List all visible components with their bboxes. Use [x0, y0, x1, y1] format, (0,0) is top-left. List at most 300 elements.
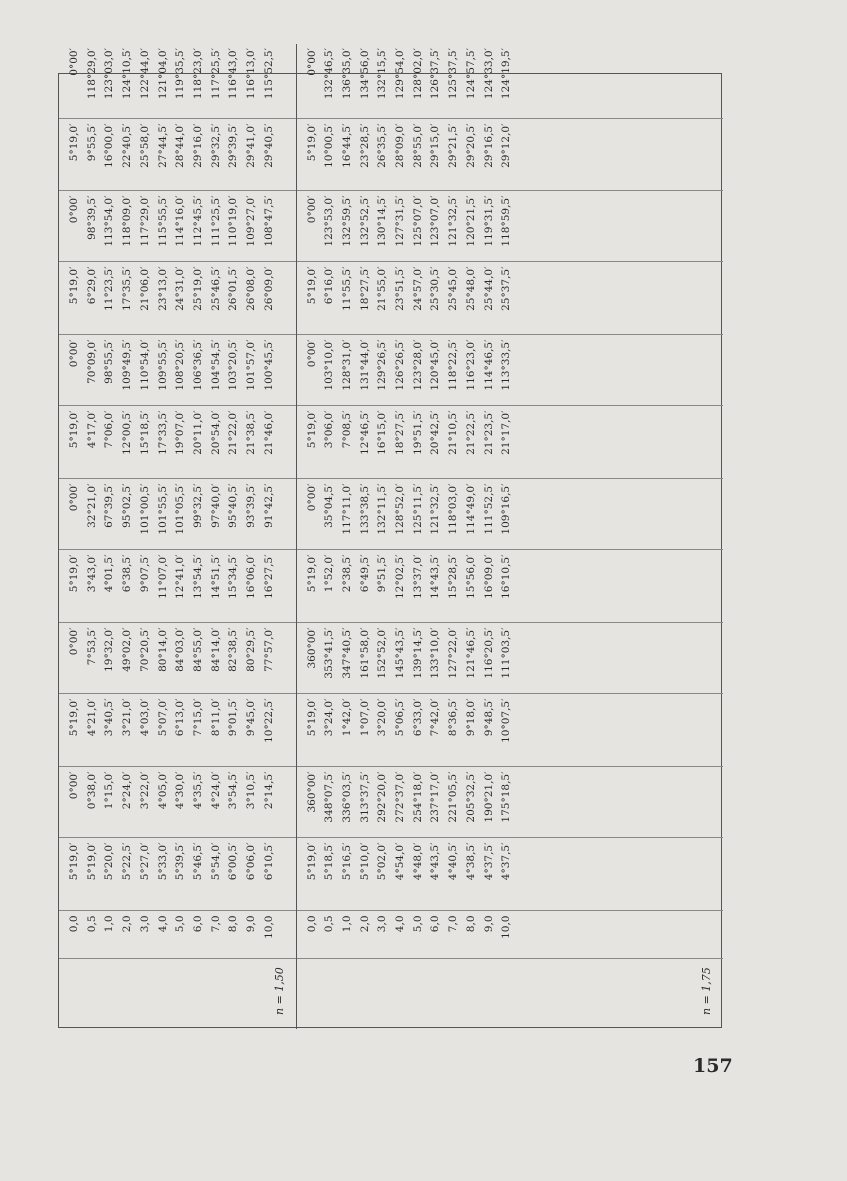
table-cell: 221°05,5′ [447, 771, 460, 823]
table-cell: 0°00′ [68, 339, 80, 368]
table-cell: 11°23,5′ [103, 266, 116, 311]
table-cell: 16°44,5′ [340, 123, 353, 168]
table-cell: 108°20,5′ [174, 339, 187, 391]
table-cell: 11°55,5′ [340, 266, 353, 311]
table-cell: 348°07,5′ [323, 771, 336, 823]
table-cell: 19°32,0′ [103, 627, 116, 672]
table-cell: 84°14,0′ [209, 627, 222, 672]
table-cell: 101°00,5′ [138, 483, 151, 535]
page-number: 157 [693, 1055, 733, 1077]
table-cell: 0°00′ [68, 483, 80, 512]
table-cell: 4°37,5′ [482, 842, 495, 881]
column-values [297, 336, 516, 406]
table-cell: 95°02,5′ [121, 483, 134, 528]
table-cell: 5°46,5′ [191, 842, 204, 881]
table-cell: 4°48,0′ [411, 842, 424, 881]
table-cell: 110°54,0′ [138, 339, 151, 391]
column-values [59, 551, 278, 623]
table-cell: 99°32,5′ [191, 483, 204, 528]
value-column [296, 838, 723, 911]
table-cell: 10°07,5′ [500, 698, 513, 743]
table-cell: 5°19,0′ [305, 410, 318, 449]
table-cell: 121°04,0′ [156, 48, 169, 100]
column-values [297, 192, 516, 262]
table-cell: 4,0 [156, 915, 169, 933]
value-column [59, 838, 296, 911]
table-cell: 8°36,5′ [447, 698, 460, 737]
table-cell: 9°48,5′ [482, 698, 495, 737]
table-cell: 16°00,0′ [103, 123, 116, 168]
table-cell: 29°16,0′ [191, 123, 204, 168]
table-cell: 16°10,5′ [500, 554, 513, 599]
value-column [296, 479, 723, 550]
data-table [59, 44, 723, 1029]
table-cell: 116°13,0′ [245, 48, 258, 100]
table-cell: 4°05,0′ [156, 771, 169, 810]
table-cell: 5°19,0′ [305, 266, 318, 305]
beta-column [296, 911, 723, 959]
table-cell: 9°45,0′ [245, 698, 258, 737]
table-cell: 132°11,5′ [376, 483, 389, 535]
column-values [297, 768, 516, 838]
table-cell: 0,5 [85, 915, 98, 933]
table-cell: 118°29,0′ [85, 48, 98, 100]
table-cell: 6,0 [429, 915, 442, 933]
table-cell: 5°16,5′ [340, 842, 353, 881]
table-cell: 7°08,5′ [340, 410, 353, 449]
table-cell: 24°57,0′ [411, 266, 424, 311]
table-cell: 14°43,5′ [429, 554, 442, 599]
value-column [59, 406, 296, 479]
table-cell: 5°19,0′ [305, 842, 318, 881]
table-cell: 5°39,5′ [174, 842, 187, 881]
table-cell: 5°02,0′ [376, 842, 389, 881]
table-cell: 336°03,5′ [340, 771, 353, 823]
table-cell: 0°00′ [68, 771, 80, 800]
column-values [59, 120, 278, 191]
table-cell: 10,0 [262, 915, 275, 939]
table-cell: 17°35,5′ [121, 266, 134, 311]
table-cell: 7°42,0′ [429, 698, 442, 737]
table-cell: 2,0 [121, 915, 134, 933]
table-cell: 26°01,5′ [227, 266, 240, 311]
table-cell: 15°18,5′ [138, 410, 151, 455]
table-cell: 5°19,0′ [68, 698, 80, 737]
value-column [59, 623, 296, 694]
table-cell: 0°00′ [68, 195, 80, 224]
table-cell: 118°09,0′ [121, 195, 134, 247]
table-cell: 5°54,0′ [209, 842, 222, 881]
column-values [59, 44, 278, 119]
table-cell: 29°40,5′ [262, 123, 275, 168]
table-cell: 101°57,0′ [245, 339, 258, 391]
table-cell: 205°32,5′ [464, 771, 477, 823]
table-cell: 91°42,5′ [262, 483, 275, 528]
table-cell: 21°38,5′ [245, 410, 258, 455]
table-cell: 93°39,5′ [245, 483, 258, 528]
table-cell: 130°14,5′ [376, 195, 389, 247]
table-cell: 119°31,5′ [482, 195, 495, 247]
table-cell: 6°13,0′ [174, 698, 187, 737]
table-cell: 1°15,0′ [103, 771, 116, 810]
table-cell: 109°49,5′ [121, 339, 134, 391]
table-frame [58, 48, 722, 1028]
value-column [59, 262, 296, 335]
value-column [59, 550, 296, 623]
table-cell: 21°06,0′ [138, 266, 151, 311]
table-cell: 101°55,5′ [156, 483, 169, 535]
table-cell: 28°55,0′ [411, 123, 424, 168]
table-cell: 111°52,5′ [482, 483, 495, 535]
column-values [297, 551, 516, 623]
table-cell: 4°01,5′ [103, 554, 116, 593]
table-cell: 114°49,0′ [464, 483, 477, 535]
table-cell: 124°10,5′ [121, 48, 134, 100]
table-cell: 114°16,0′ [174, 195, 187, 247]
table-cell: 8,0 [227, 915, 240, 933]
table-cell: 15°56,0′ [464, 554, 477, 599]
table-cell: 6°16,0′ [323, 266, 336, 305]
table-cell: 0°00′ [305, 48, 318, 76]
table-cell: 175°18,5′ [500, 771, 513, 823]
table-cell: 116°23,0′ [464, 339, 477, 391]
column-values [59, 407, 278, 479]
table-cell: 109°55,5′ [156, 339, 169, 391]
table-cell: 121°46,5′ [464, 627, 477, 679]
table-cell: 272°37,0′ [394, 771, 407, 823]
table-cell: 103°10,0′ [323, 339, 336, 391]
table-cell: 26°08,0′ [245, 266, 258, 311]
table-cell: 115°55,5′ [156, 195, 169, 247]
table-cell: 4°24,0′ [209, 771, 222, 810]
table-cell: 16°27,5′ [262, 554, 275, 599]
table-cell: 118°23,0′ [191, 48, 204, 100]
table-cell: 127°22,0′ [447, 627, 460, 679]
table-cell: 77°57,0′ [262, 627, 275, 672]
table-cell: 108°47,5′ [262, 195, 275, 247]
value-column [296, 119, 723, 191]
table-cell: 120°45,0′ [429, 339, 442, 391]
table-cell: 12°46,5′ [358, 410, 371, 455]
table-cell: 112°45,5′ [191, 195, 204, 247]
table-cell: 5°19,0′ [68, 123, 80, 162]
table-cell: 292°20,0′ [376, 771, 389, 823]
table-cell: 1°07,0′ [358, 698, 371, 737]
table-cell: 109°16,5′ [500, 483, 513, 535]
value-column [59, 119, 296, 191]
table-cell: 98°39,5′ [85, 195, 98, 240]
table-cell: 6°49,5′ [358, 554, 371, 593]
table-cell: 132°52,5′ [358, 195, 371, 247]
table-cell: 116°20,5′ [482, 627, 495, 679]
table-cell: 11°07,0′ [156, 554, 169, 599]
table-cell: 84°03,0′ [174, 627, 187, 672]
table-cell: 18°27,5′ [358, 266, 371, 311]
table-cell: 5°33,0′ [156, 842, 169, 881]
table-cell: 98°55,5′ [103, 339, 116, 384]
table-cell: 0,0 [305, 915, 318, 933]
table-cell: 80°29,5′ [245, 627, 258, 672]
table-cell: 161°58,0′ [358, 627, 371, 679]
table-cell: 128°52,0′ [394, 483, 407, 535]
table-cell: 29°41,0′ [245, 123, 258, 168]
table-cell: 123°28,0′ [411, 339, 424, 391]
table-cell: 24°31,0′ [174, 266, 187, 311]
table-cell: 360°00′ [305, 627, 318, 669]
table-cell: 126°26,5′ [394, 339, 407, 391]
table-cell: 124°33,0′ [482, 48, 495, 100]
table-cell: 111°03,5′ [500, 627, 513, 679]
table-cell: 123°53,0′ [323, 195, 336, 247]
table-cell: 101°05,5′ [174, 483, 187, 535]
table-cell: 3°43,0′ [85, 554, 98, 593]
table-cell: 0°00′ [68, 48, 80, 76]
table-cell: 5°19,0′ [68, 266, 80, 305]
table-cell: 139°14,5′ [411, 627, 424, 679]
table-cell: 16°09,0′ [482, 554, 495, 599]
table-cell: 5°18,5′ [323, 842, 336, 881]
table-cell: 21°10,5′ [447, 410, 460, 455]
table-cell: 136°35,0′ [340, 48, 353, 100]
table-cell: 25°44,0′ [482, 266, 495, 311]
table-cell: 2°24,0′ [121, 771, 134, 810]
table-cell: 127°31,5′ [394, 195, 407, 247]
table-cell: 28°09,0′ [394, 123, 407, 168]
table-cell: 6°00,5′ [227, 842, 240, 881]
table-cell: 4°54,0′ [394, 842, 407, 881]
value-column [59, 479, 296, 550]
table-cell: 347°40,5′ [340, 627, 353, 679]
table-cell: 27°44,5′ [156, 123, 169, 168]
table-cell: 117°11,0′ [340, 483, 353, 535]
table-cell: 313°37,5′ [358, 771, 371, 823]
column-values [297, 624, 516, 694]
table-cell: 9°55,5′ [85, 123, 98, 162]
table-cell: 25°48,0′ [464, 266, 477, 311]
table-cell: 29°39,5′ [227, 123, 240, 168]
table-cell: 10,0 [500, 915, 513, 939]
n-label: n = 1,50 [272, 967, 286, 1015]
table-cell: 106°36,5′ [191, 339, 204, 391]
table-cell: 118°59,5′ [500, 195, 513, 247]
table-cell: 3°21,0′ [121, 698, 134, 737]
value-column [59, 44, 296, 119]
table-cell: 113°54,0′ [103, 195, 116, 247]
value-column [59, 335, 296, 406]
table-cell: 14°51,5′ [209, 554, 222, 599]
table-cell: 97°40,0′ [209, 483, 222, 528]
table-cell: 18°27,5′ [394, 410, 407, 455]
table-cell: 125°37,5′ [447, 48, 460, 100]
block-row-2 [296, 44, 723, 1029]
table-cell: 19°51,5′ [411, 410, 424, 455]
n-label-cell [296, 959, 723, 1029]
table-cell: 132°15,5′ [376, 48, 389, 100]
table-cell: 353°41,5′ [323, 627, 336, 679]
table-cell: 0°00′ [305, 195, 318, 224]
column-values [59, 768, 278, 838]
table-cell: 3°40,5′ [103, 698, 116, 737]
table-cell: 35°04,5′ [323, 483, 336, 528]
table-cell: 28°44,0′ [174, 123, 187, 168]
table-cell: 360°00′ [305, 771, 318, 813]
table-cell: 7,0 [209, 915, 222, 933]
table-cell: 132°59,5′ [340, 195, 353, 247]
column-values [297, 480, 516, 550]
table-cell: 132°46,5′ [323, 48, 336, 100]
table-cell: 190°21,0′ [482, 771, 495, 823]
table-cell: 117°29,0′ [138, 195, 151, 247]
table-cell: 9,0 [482, 915, 495, 933]
table-cell: 49°02,0′ [121, 627, 134, 672]
value-column [296, 191, 723, 262]
table-cell: 120°21,5′ [464, 195, 477, 247]
n-label: n = 1,75 [700, 967, 713, 1015]
value-column [296, 262, 723, 335]
table-cell: 125°11,5′ [411, 483, 424, 535]
table-cell: 23°13,0′ [156, 266, 169, 311]
table-cell: 5°19,0′ [305, 123, 318, 162]
table-cell: 82°38,5′ [227, 627, 240, 672]
table-cell: 4°35,5′ [191, 771, 204, 810]
table-cell: 7°15,0′ [191, 698, 204, 737]
table-cell: 0°38,0′ [85, 771, 98, 810]
table-cell: 129°54,0′ [394, 48, 407, 100]
table-cell: 4°40,5′ [447, 842, 460, 881]
table-cell: 116°43,0′ [227, 48, 240, 100]
table-cell: 23°28,5′ [358, 123, 371, 168]
table-cell: 22°40,5′ [121, 123, 134, 168]
table-cell: 1,0 [103, 915, 116, 933]
table-cell: 9,0 [245, 915, 258, 933]
table-cell: 5°07,0′ [156, 698, 169, 737]
table-cell: 131°44,0′ [358, 339, 371, 391]
table-cell: 3°20,0′ [376, 698, 389, 737]
table-cell: 126°37,5′ [429, 48, 442, 100]
table-cell: 6°10,5′ [262, 842, 275, 881]
table-cell: 121°32,5′ [447, 195, 460, 247]
table-cell: 5°06,5′ [394, 698, 407, 737]
table-cell: 121°32,5′ [429, 483, 442, 535]
table-cell: 8,0 [464, 915, 477, 933]
table-cell: 29°16,5′ [482, 123, 495, 168]
column-values [59, 912, 278, 959]
column-values [59, 336, 278, 406]
table-cell: 115°52,5′ [262, 48, 275, 100]
table-cell: 29°21,5′ [447, 123, 460, 168]
table-cell: 25°37,5′ [500, 266, 513, 311]
table-cell: 3°10,5′ [245, 771, 258, 810]
table-cell: 5°19,0′ [85, 842, 98, 881]
table-cell: 4°17,0′ [85, 410, 98, 449]
table-cell: 118°22,5′ [447, 339, 460, 391]
column-values [297, 263, 516, 335]
column-values [297, 120, 516, 191]
table-cell: 5°19,0′ [305, 554, 318, 593]
table-cell: 80°14,0′ [156, 627, 169, 672]
value-column [59, 191, 296, 262]
table-cell: 254°18,0′ [411, 771, 424, 823]
table-cell: 70°20,5′ [138, 627, 151, 672]
table-cell: 12°02,5′ [394, 554, 407, 599]
table-cell: 145°43,5′ [394, 627, 407, 679]
table-cell: 25°30,5′ [429, 266, 442, 311]
table-cell: 5°27,0′ [138, 842, 151, 881]
table-cell: 1,0 [340, 915, 353, 933]
value-column [59, 694, 296, 767]
table-cell: 25°46,5′ [209, 266, 222, 311]
table-cell: 10°00,5′ [323, 123, 336, 168]
table-cell: 2,0 [358, 915, 371, 933]
table-cell: 3°24,0′ [323, 698, 336, 737]
table-cell: 4°38,5′ [464, 842, 477, 881]
table-cell: 10°22,5′ [262, 698, 275, 743]
table-cell: 9°07,5′ [138, 554, 151, 593]
table-cell: 4°30,0′ [174, 771, 187, 810]
column-values [297, 839, 516, 911]
table-cell: 111°25,5′ [209, 195, 222, 247]
value-column [296, 694, 723, 767]
table-cell: 67°39,5′ [103, 483, 116, 528]
table-cell: 21°46,0′ [262, 410, 275, 455]
table-cell: 3°54,5′ [227, 771, 240, 810]
column-values [59, 480, 278, 550]
table-cell: 21°17,0′ [500, 410, 513, 455]
table-cell: 4°03,0′ [138, 698, 151, 737]
table-cell: 122°44,0′ [138, 48, 151, 100]
table-cell: 113°33,5′ [500, 339, 513, 391]
n-label-cell [59, 959, 296, 1029]
column-values [59, 839, 278, 911]
table-cell: 20°11,0′ [191, 410, 204, 455]
value-column [296, 550, 723, 623]
table-cell: 70°09,0′ [85, 339, 98, 384]
value-column [296, 623, 723, 694]
table-cell: 15°28,5′ [447, 554, 460, 599]
table-cell: 12°00,5′ [121, 410, 134, 455]
table-cell: 6°06,0′ [245, 842, 258, 881]
table-cell: 0,0 [68, 915, 80, 933]
table-cell: 3,0 [138, 915, 151, 933]
table-cell: 7,0 [447, 915, 460, 933]
table-cell: 3°22,0′ [138, 771, 151, 810]
table-cell: 13°37,0′ [411, 554, 424, 599]
table-cell: 13°54,5′ [191, 554, 204, 599]
table-cell: 3°06,0′ [323, 410, 336, 449]
rotated-table-container [59, 48, 723, 1029]
table-cell: 237°17,0′ [429, 771, 442, 823]
table-cell: 26°09,0′ [262, 266, 275, 311]
table-cell: 20°42,5′ [429, 410, 442, 455]
table-cell: 21°23,5′ [482, 410, 495, 455]
table-cell: 114°46,5′ [482, 339, 495, 391]
table-cell: 2°14,5′ [262, 771, 275, 810]
table-cell: 4°21,0′ [85, 698, 98, 737]
table-cell: 9°01,5′ [227, 698, 240, 737]
table-cell: 152°52,0′ [376, 627, 389, 679]
table-cell: 134°56,0′ [358, 48, 371, 100]
value-column [296, 44, 723, 119]
table-cell: 29°20,5′ [464, 123, 477, 168]
table-cell: 23°51,5′ [394, 266, 407, 311]
value-column [296, 335, 723, 406]
table-cell: 2°38,5′ [340, 554, 353, 593]
table-cell: 32°21,0′ [85, 483, 98, 528]
table-cell: 15°34,5′ [227, 554, 240, 599]
table-cell: 128°02,0′ [411, 48, 424, 100]
column-values [59, 624, 278, 694]
table-cell: 5°19,0′ [68, 554, 80, 593]
